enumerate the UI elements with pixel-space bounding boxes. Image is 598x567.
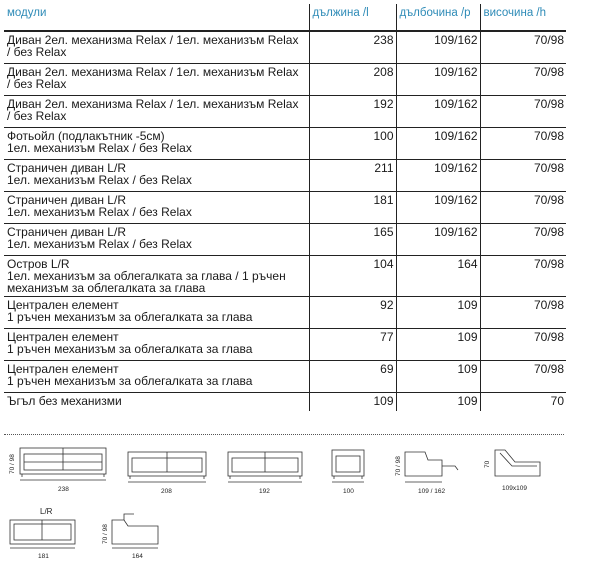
- length-value: 77: [309, 329, 396, 361]
- length-value: 211: [309, 160, 396, 192]
- header-depth: дълбочина /p: [396, 4, 480, 31]
- module-description: Страничен диван L/R 1ел. механизъм Relax / без Relax: [4, 160, 309, 192]
- height-value: 70/98: [480, 224, 566, 256]
- module-description: Централен елемент 1 ръчен механизъм за облегалката за глава: [4, 329, 309, 361]
- table-row: [4, 329, 566, 361]
- height-value: 70/98: [480, 192, 566, 224]
- island-164-drawing: [112, 514, 158, 548]
- depth-value: 109/162: [396, 192, 480, 224]
- lr-label: L/R: [40, 507, 53, 516]
- side-sofa-181-drawing: [10, 520, 75, 548]
- width-208-label: 208: [161, 488, 172, 495]
- module-description: Диван 2ел. механизма Relax / 1ел. механизъм Relax / без Relax: [4, 31, 309, 64]
- width-164-label: 164: [132, 553, 143, 560]
- module-description: Страничен диван L/R 1ел. механизъм Relax / без Relax: [4, 224, 309, 256]
- dimensions-table: [4, 4, 566, 411]
- depth-109-162-label: 109 / 162: [418, 488, 446, 495]
- corner-drawing: [495, 450, 540, 476]
- depth-value: 109: [396, 361, 480, 393]
- height-value: 70/98: [480, 128, 566, 160]
- table-row: [4, 192, 566, 224]
- side-height-dim-label: 70 / 98: [395, 456, 402, 476]
- sofa-208-drawing: [128, 452, 206, 482]
- table-row: [4, 393, 566, 412]
- height-value: 70: [480, 393, 566, 412]
- width-100-label: 100: [343, 488, 354, 495]
- depth-value: 109/162: [396, 224, 480, 256]
- header-height: височина /h: [480, 4, 566, 31]
- module-diagrams: [0, 440, 598, 567]
- length-value: 181: [309, 192, 396, 224]
- depth-value: 109/162: [396, 96, 480, 128]
- depth-value: 109: [396, 393, 480, 412]
- width-181-label: 181: [38, 553, 49, 560]
- module-description: Страничен диван L/R 1ел. механизъм Relax / без Relax: [4, 192, 309, 224]
- side-view-drawing: [405, 452, 458, 482]
- table-row: [4, 96, 566, 128]
- length-value: 92: [309, 297, 396, 329]
- length-value: 100: [309, 128, 396, 160]
- module-description: Централен елемент 1 ръчен механизъм за облегалката за глава: [4, 361, 309, 393]
- sofa-238-drawing: [20, 448, 106, 480]
- header-modules: модули: [7, 7, 47, 19]
- height-value: 70/98: [480, 361, 566, 393]
- length-value: 238: [309, 31, 396, 64]
- table-row: [4, 224, 566, 256]
- length-value: 192: [309, 96, 396, 128]
- table-row: [4, 256, 566, 297]
- length-value: 104: [309, 256, 396, 297]
- height-value: 70/98: [480, 31, 566, 64]
- height-value: 70/98: [480, 256, 566, 297]
- module-description: Централен елемент 1 ръчен механизъм за облегалката за глава: [4, 297, 309, 329]
- header-length: дължина /l: [309, 4, 396, 31]
- depth-value: 109/162: [396, 31, 480, 64]
- armchair-100-drawing: [332, 450, 364, 482]
- table-row: [4, 128, 566, 160]
- module-description: Диван 2ел. механизма Relax / 1ел. механизъм Relax / без Relax: [4, 96, 309, 128]
- width-192-label: 192: [259, 488, 270, 495]
- module-description: Диван 2ел. механизма Relax / 1ел. механизъм Relax / без Relax: [4, 64, 309, 96]
- height-dim-label: 70 / 98: [9, 454, 16, 474]
- height-value: 70/98: [480, 329, 566, 361]
- length-value: 109: [309, 393, 396, 412]
- table-row: [4, 160, 566, 192]
- depth-value: 164: [396, 256, 480, 297]
- table-row: [4, 31, 566, 64]
- height-value: 70/98: [480, 160, 566, 192]
- depth-value: 109: [396, 297, 480, 329]
- depth-value: 109/162: [396, 128, 480, 160]
- module-description: Фотьойл (подлакътник -5см) 1ел. механизъм Relax / без Relax: [4, 128, 309, 160]
- depth-value: 109/162: [396, 160, 480, 192]
- table-row: [4, 297, 566, 329]
- height-value: 70/98: [480, 96, 566, 128]
- table-row: [4, 64, 566, 96]
- island-height-label: 70 / 98: [102, 524, 109, 544]
- length-value: 208: [309, 64, 396, 96]
- module-description: Ъгъл без механизми: [4, 393, 309, 412]
- section-divider: [4, 434, 564, 435]
- depth-value: 109: [396, 329, 480, 361]
- length-value: 165: [309, 224, 396, 256]
- table-row: [4, 361, 566, 393]
- table-header-row: [4, 4, 566, 31]
- module-description: Остров L/R 1ел. механизъм за облегалката за глава / 1 ръчен механизъм за облегалката за глава: [4, 256, 309, 297]
- corner-height-label: 70: [484, 460, 491, 468]
- width-238-label: 238: [58, 486, 69, 493]
- length-value: 69: [309, 361, 396, 393]
- sofa-192-drawing: [228, 452, 302, 482]
- corner-size-label: 109x109: [502, 485, 527, 492]
- depth-value: 109/162: [396, 64, 480, 96]
- height-value: 70/98: [480, 64, 566, 96]
- height-value: 70/98: [480, 297, 566, 329]
